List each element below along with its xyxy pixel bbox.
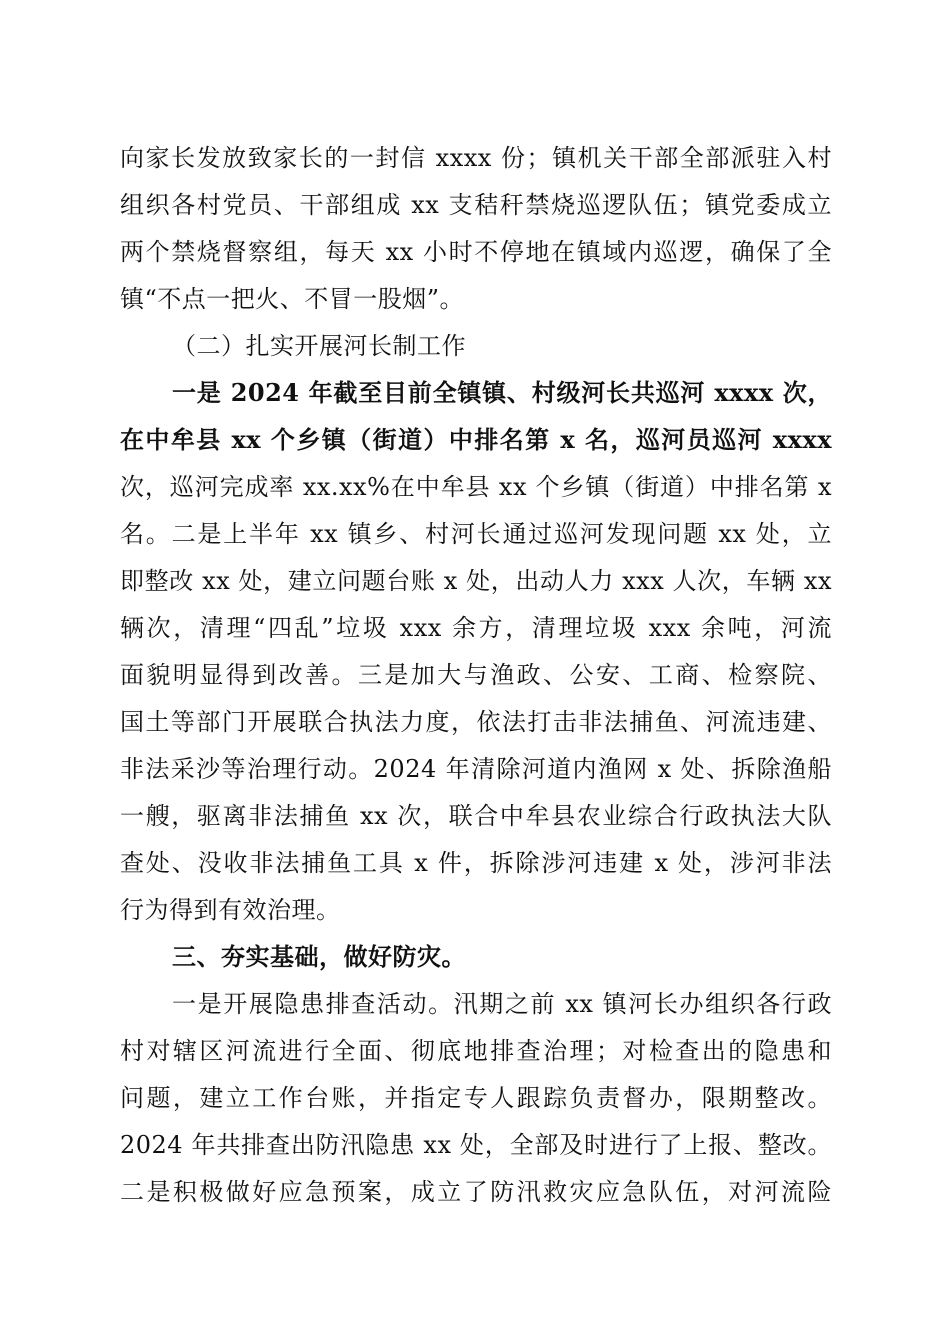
text-line: 问题，建立工作台账，并指定专人跟踪负责督办，限期整改。 [120,1084,832,1112]
text-line: 查处、没收非法捕鱼工具 x 件，拆除涉河违建 x 处，涉河非法 [120,849,832,877]
text-line: 即整改 xx 处，建立问题台账 x 处，出动人力 xxx 人次，车辆 xx [120,567,832,595]
text-line: 两个禁烧督察组，每天 xx 小时不停地在镇域内巡逻，确保了全 [120,238,832,266]
text-line: 在中牟县 xx 个乡镇（街道）中排名第 x 名，巡河员巡河 xxxx [120,425,832,454]
text-line: 国土等部门开展联合执法力度，依法打击非法捕鱼、河流违建、 [120,708,832,736]
text-line: 行为得到有效治理。 [120,896,341,924]
text-line: 次，巡河完成率 xx.xx%在中牟县 xx 个乡镇（街道）中排名第 x [120,473,832,501]
text-line: 组织各村党员、干部组成 xx 支秸秆禁烧巡逻队伍；镇党委成立 [120,191,832,219]
text-line: 向家长发放致家长的一封信 xxxx 份；镇机关干部全部派驻入村 [120,144,832,172]
text-line: 2024 年共排查出防汛隐患 xx 处，全部及时进行了上报、整改。 [120,1131,832,1159]
text-line: 二是积极做好应急预案，成立了防汛救灾应急队伍，对河流险 [120,1178,832,1206]
text-line: 村对辖区河流进行全面、彻底地排查治理；对检查出的隐患和 [120,1037,832,1065]
text-line: 镇“不点一把火、不冒一股烟”。 [120,285,465,313]
text-line: 非法采沙等治理行动。2024 年清除河道内渔网 x 处、拆除渔船 [120,755,832,783]
text-line: 辆次，清理“四乱”垃圾 xxx 余方，清理垃圾 xxx 余吨，河流 [120,614,832,642]
text-line: 一是 2024 年截至目前全镇镇、村级河长共巡河 xxxx 次， [172,378,832,407]
section-heading: （二）扎实开展河长制工作 [172,332,466,360]
text-line: 一是开展隐患排查活动。汛期之前 xx 镇河长办组织各行政 [172,990,832,1018]
text-line: 面貌明显得到改善。三是加大与渔政、公安、工商、检察院、 [120,661,832,689]
text-line: 一艘，驱离非法捕鱼 xx 次，联合中牟县农业综合行政执法大队 [120,802,832,830]
text-line: 名。二是上半年 xx 镇乡、村河长通过巡河发现问题 xx 处，立 [120,520,832,548]
section-heading: 三、夯实基础，做好防灾。 [172,942,466,971]
